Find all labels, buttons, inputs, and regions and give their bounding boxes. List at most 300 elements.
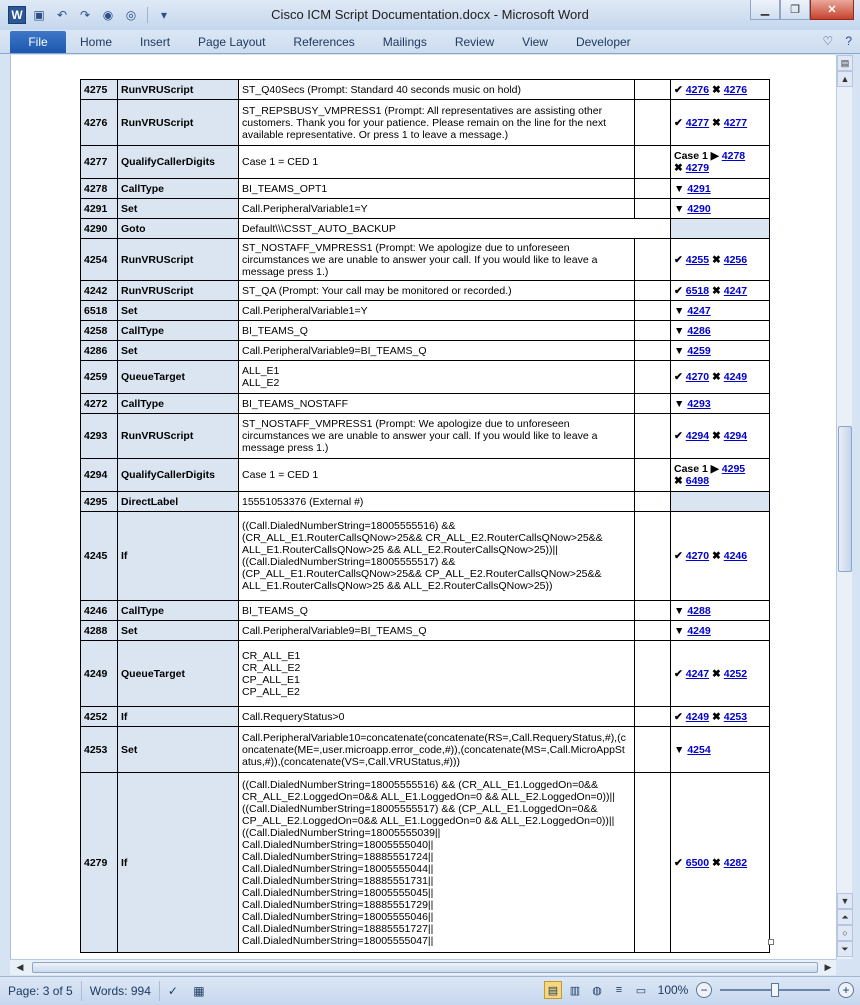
table-row (81, 727, 770, 773)
zoom-in-icon[interactable]: + (838, 982, 854, 998)
detail-line: Call.DialedNumberString=18885551727|| (242, 922, 434, 935)
node-type: Set (118, 341, 239, 361)
ribbon-tabs (0, 30, 860, 54)
detail-line: BI_TEAMS_Q (242, 604, 308, 617)
next-nodes (671, 641, 770, 707)
ruler-toggle-icon[interactable]: ▤ (837, 55, 853, 71)
node-link[interactable]: 4256 (723, 253, 748, 266)
outline-view-icon[interactable]: ≡ (615, 984, 623, 996)
node-link[interactable]: 4276 (685, 83, 710, 96)
node-link[interactable]: 4270 (685, 550, 710, 562)
node-detail (239, 341, 635, 361)
quick-print-icon[interactable]: ◎ (125, 8, 137, 22)
tab-page-layout[interactable]: Page Layout (198, 35, 266, 49)
node-type: Set (118, 199, 239, 219)
node-detail (239, 727, 635, 773)
node-id: 4286 (81, 341, 118, 361)
node-link[interactable]: 4249 (687, 624, 711, 637)
node-type: CallType (118, 321, 239, 341)
detail-line: Call.PeripheralVariable1=Y (242, 202, 368, 215)
next-line (674, 162, 766, 174)
detail-line: BI_TEAMS_OPT1 (242, 182, 328, 195)
node-link[interactable]: 4247 (685, 667, 710, 680)
tab-home[interactable]: Home (80, 35, 113, 49)
table-row (81, 321, 770, 341)
next-nodes (671, 621, 770, 641)
node-link[interactable]: 4277 (685, 116, 710, 129)
redo-icon[interactable]: ↷ (79, 8, 91, 22)
spacer-cell (635, 773, 671, 953)
next-line (674, 150, 766, 162)
detail-line: ((Call.DialedNumberString=18005555516) && (242, 520, 456, 532)
table-row (81, 601, 770, 621)
node-id: 4272 (81, 394, 118, 414)
full-screen-reading-view-icon[interactable]: ▥ (569, 984, 581, 997)
node-link[interactable]: 4295 (721, 463, 746, 475)
success-check-icon: ✔ (674, 430, 683, 442)
node-id: 4275 (81, 80, 118, 100)
spacer-cell (635, 394, 671, 414)
next-nodes (671, 321, 770, 341)
table-row (81, 492, 770, 512)
tab-developer[interactable]: Developer (575, 35, 631, 49)
failure-x-icon: ✖ (674, 475, 683, 487)
spacer-cell (635, 301, 671, 321)
node-link[interactable]: 4293 (687, 397, 711, 410)
success-check-icon: ✔ (674, 253, 683, 266)
node-link[interactable]: 4259 (687, 344, 711, 357)
next-arrow-icon: ▼ (674, 202, 685, 215)
node-link[interactable]: 4288 (687, 604, 711, 617)
node-detail (239, 321, 635, 341)
next-nodes (671, 773, 770, 953)
node-id: 4279 (81, 773, 118, 953)
spacer-cell (635, 601, 671, 621)
next-nodes (671, 459, 770, 492)
success-check-icon: ✔ (674, 856, 683, 869)
detail-line: ST_QA (Prompt: Your call may be monitored or recorded.) (242, 284, 512, 297)
node-type: RunVRUScript (118, 100, 239, 146)
node-id: 6518 (81, 301, 118, 321)
node-link[interactable]: 4247 (687, 304, 711, 317)
table-row (81, 707, 770, 727)
zoom-slider[interactable] (720, 989, 830, 991)
node-type: RunVRUScript (118, 281, 239, 301)
table-row (81, 414, 770, 459)
minimize-ribbon-icon[interactable]: ♡ (822, 34, 834, 48)
detail-line: CP_ALL_E2 (242, 685, 300, 698)
detail-line: Case 1 = CED 1 (242, 469, 319, 481)
script-table (80, 79, 770, 953)
word-app-icon[interactable]: W (8, 6, 26, 24)
detail-line: Call.DialedNumberString=18005555040|| (242, 838, 434, 851)
next-nodes (671, 361, 770, 394)
next-nodes (671, 239, 770, 281)
node-link[interactable]: 4249 (723, 371, 748, 383)
node-id: 4278 (81, 179, 118, 199)
node-type: If (118, 773, 239, 953)
next-nodes (671, 414, 770, 459)
toolbar-divider (147, 7, 148, 23)
failure-x-icon: ✖ (712, 253, 721, 266)
node-type: QualifyCallerDigits (118, 146, 239, 179)
close-button[interactable]: ✕ (810, 0, 854, 20)
next-arrow-icon: ▼ (674, 397, 685, 410)
table-row (81, 301, 770, 321)
node-detail (239, 239, 635, 281)
undo-icon[interactable]: ↶ (56, 8, 68, 22)
node-link[interactable]: 4291 (687, 182, 711, 195)
detail-line: Default\\\CSST_AUTO_BACKUP (242, 222, 396, 235)
quick-access-toolbar (0, 0, 174, 30)
next-arrow-icon: ▼ (674, 604, 685, 617)
node-id: 4293 (81, 414, 118, 459)
node-detail (239, 773, 635, 953)
node-id: 4252 (81, 707, 118, 727)
node-link[interactable]: 4246 (723, 550, 748, 562)
table-row (81, 80, 770, 100)
window-controls (750, 0, 854, 20)
next-arrow-icon: ▼ (674, 324, 685, 337)
detail-line: (CP_ALL_E1.RouterCallsQNow>25&& CP_ALL_E2.RouterCallsQNow>25&& (242, 568, 602, 580)
detail-line: (CR_ALL_E1.RouterCallsQNow>25&& CR_ALL_E2.RouterCallsQNow>25&& (242, 532, 603, 544)
node-link[interactable]: 6498 (685, 475, 710, 487)
detail-line: oncatenate(ME=,user.microapp.error_code,#)),(concatenate(MS=,Call.MicroAppSt (242, 743, 625, 756)
scroll-down-icon[interactable]: ▼ (837, 893, 853, 909)
node-id: 4290 (81, 219, 118, 239)
node-id: 4288 (81, 621, 118, 641)
next-page-icon[interactable]: ⏷ (837, 941, 853, 957)
node-detail (239, 219, 671, 239)
table-row (81, 281, 770, 301)
detail-line: Call.DialedNumberString=18885551724|| (242, 850, 434, 863)
spacer-cell (635, 100, 671, 146)
detail-line: CR_ALL_E2.LoggedOn=0&& ALL_E1.LoggedOn=0 && ALL_E2.LoggedOn=0))|| (242, 790, 615, 803)
next-nodes (671, 146, 770, 179)
next-arrow-icon: ▼ (674, 344, 685, 357)
node-detail (239, 621, 635, 641)
spacer-cell (635, 621, 671, 641)
node-id: 4254 (81, 239, 118, 281)
detail-line: CR_ALL_E2 (242, 661, 301, 674)
detail-line: ALL_E1.RouterCallsQNow>25 && ALL_E2.RouterCallsQNow>25))|| (242, 544, 558, 556)
detail-line: Call.DialedNumberString=18885551729|| (242, 898, 434, 911)
node-detail (239, 641, 635, 707)
scroll-right-icon[interactable]: ▶ (824, 962, 832, 972)
spacer-cell (635, 179, 671, 199)
detail-line: CP_ALL_E1 (242, 673, 300, 686)
scroll-up-icon[interactable]: ▲ (837, 71, 853, 87)
failure-x-icon: ✖ (712, 83, 721, 96)
node-link[interactable]: 4255 (685, 253, 710, 266)
tab-file[interactable]: File (10, 31, 66, 53)
next-nodes (671, 492, 770, 512)
node-type: RunVRUScript (118, 239, 239, 281)
detail-line: Case 1 = CED 1 (242, 156, 319, 168)
save-icon[interactable]: ▣ (33, 8, 45, 22)
detail-line: ((Call.DialedNumberString=18005555517) && (242, 556, 456, 568)
spacer-cell (635, 199, 671, 219)
node-detail (239, 707, 635, 727)
previous-page-icon[interactable]: ⏶ (837, 909, 853, 925)
zoom-slider-thumb[interactable] (771, 983, 779, 997)
status-bar (0, 976, 860, 1005)
node-detail (239, 414, 635, 459)
node-link[interactable]: 4290 (687, 202, 711, 215)
case-label: Case 1 ▶ (674, 150, 719, 162)
detail-line: Call.PeripheralVariable10=concatenate(concatenate(RS=,Call.RequeryStatus,#),(c (242, 731, 626, 744)
node-link[interactable]: 4277 (723, 116, 748, 129)
detail-line: Call.PeripheralVariable9=BI_TEAMS_Q (242, 344, 427, 357)
success-check-icon: ✔ (674, 116, 683, 129)
node-detail (239, 601, 635, 621)
detail-line: ST_NOSTAFF_VMPRESS1 (Prompt: We apologize due to unforeseen circumstances we are unable to answer your call. If you would like to leave a message press 1.) (242, 241, 598, 278)
node-type: Set (118, 727, 239, 773)
node-link[interactable]: 6500 (685, 856, 710, 869)
horizontal-scroll-thumb[interactable] (32, 962, 818, 973)
failure-x-icon: ✖ (712, 856, 721, 869)
table-row (81, 219, 770, 239)
spacer-cell (635, 361, 671, 394)
node-type: RunVRUScript (118, 80, 239, 100)
node-detail (239, 146, 635, 179)
node-link[interactable]: 4279 (685, 162, 710, 174)
node-id: 4295 (81, 492, 118, 512)
table-row (81, 361, 770, 394)
next-nodes (671, 100, 770, 146)
vertical-scroll-thumb[interactable] (838, 426, 852, 572)
tab-view[interactable]: View (522, 35, 548, 49)
spacer-cell (635, 414, 671, 459)
next-nodes (671, 341, 770, 361)
failure-x-icon: ✖ (712, 667, 721, 680)
web-layout-view-icon[interactable]: ◍ (592, 984, 602, 997)
next-arrow-icon: ▼ (674, 743, 685, 756)
detail-line: Call.DialedNumberString=18005555045|| (242, 886, 434, 899)
node-link[interactable]: 4252 (723, 667, 748, 680)
detail-line: Call.DialedNumberString=18005555046|| (242, 910, 434, 923)
next-nodes (671, 301, 770, 321)
detail-line: Call.DialedNumberString=18005555044|| (242, 862, 434, 875)
node-link[interactable]: 4276 (723, 83, 748, 96)
maximize-button[interactable]: ❐ (780, 0, 810, 20)
success-check-icon: ✔ (674, 550, 683, 562)
node-type: CallType (118, 601, 239, 621)
node-link[interactable]: 6518 (685, 284, 710, 297)
success-check-icon: ✔ (674, 284, 683, 297)
next-nodes (671, 179, 770, 199)
node-id: 4253 (81, 727, 118, 773)
tab-review[interactable]: Review (454, 35, 495, 49)
spacer-cell (635, 459, 671, 492)
spacer-cell (635, 727, 671, 773)
success-check-icon: ✔ (674, 83, 683, 96)
node-type: If (118, 512, 239, 601)
table-row (81, 199, 770, 219)
failure-x-icon: ✖ (712, 116, 721, 129)
spacer-cell (635, 80, 671, 100)
node-link[interactable]: 4294 (685, 430, 710, 442)
node-link[interactable]: 4278 (721, 150, 746, 162)
node-type: Goto (118, 219, 239, 239)
node-id: 4246 (81, 601, 118, 621)
spacer-cell (635, 341, 671, 361)
node-detail (239, 100, 635, 146)
failure-x-icon: ✖ (712, 710, 721, 723)
table-row (81, 100, 770, 146)
next-nodes (671, 394, 770, 414)
tab-mailings[interactable]: Mailings (382, 35, 427, 49)
table-row (81, 773, 770, 953)
page-indicator[interactable]: Page: 3 of 5 (0, 981, 82, 1001)
word-count[interactable]: Words: 994 (82, 981, 160, 1001)
node-detail (239, 361, 635, 394)
customize-toolbar-icon[interactable]: ▾ (160, 8, 168, 22)
node-link[interactable]: 4249 (685, 710, 710, 723)
node-detail (239, 179, 635, 199)
node-link[interactable]: 4294 (723, 430, 748, 442)
zoom-level[interactable]: 100% (657, 983, 689, 997)
detail-line: ALL_E1 (242, 365, 280, 377)
detail-line: Call.DialedNumberString=18885551731|| (242, 874, 434, 887)
node-type: Set (118, 301, 239, 321)
next-nodes (671, 80, 770, 100)
node-link[interactable]: 4286 (687, 324, 711, 337)
next-nodes (671, 707, 770, 727)
detail-line: BI_TEAMS_NOSTAFF (242, 397, 348, 410)
next-nodes (671, 727, 770, 773)
detail-line: Call.PeripheralVariable9=BI_TEAMS_Q (242, 624, 427, 637)
title-bar (0, 0, 860, 30)
select-browse-object-icon[interactable]: ○ (837, 925, 853, 941)
node-type: CallType (118, 394, 239, 414)
detail-line: 15551053376 (External #) (242, 495, 364, 508)
node-id: 4249 (81, 641, 118, 707)
node-detail (239, 80, 635, 100)
next-line (674, 463, 766, 475)
ribbon-right-controls (823, 34, 852, 48)
node-link[interactable]: 4270 (685, 371, 710, 383)
print-preview-icon[interactable]: ◉ (102, 8, 114, 22)
spacer-cell (635, 707, 671, 727)
tab-insert[interactable]: Insert (140, 35, 171, 49)
node-link[interactable]: 4282 (723, 856, 748, 869)
next-nodes (671, 219, 770, 239)
table-row (81, 394, 770, 414)
help-icon[interactable]: ? (845, 34, 852, 48)
draft-view-icon[interactable]: ▭ (635, 984, 647, 997)
spacer-cell (635, 512, 671, 601)
document-area[interactable] (10, 55, 836, 959)
spacer-cell (635, 492, 671, 512)
node-id: 4242 (81, 281, 118, 301)
failure-x-icon: ✖ (712, 430, 721, 442)
node-id: 4291 (81, 199, 118, 219)
node-type: CallType (118, 179, 239, 199)
table-row (81, 239, 770, 281)
window-title: Cisco ICM Script Documentation.docx - Microsoft Word (271, 7, 589, 22)
failure-x-icon: ✖ (712, 371, 721, 383)
detail-line: ((Call.DialedNumberString=18005555516) && (CR_ALL_E1.LoggedOn=0&& (242, 778, 599, 791)
detail-line: CR_ALL_E1 (242, 649, 301, 662)
node-id: 4276 (81, 100, 118, 146)
zoom-out-icon[interactable]: − (696, 982, 712, 998)
tab-references[interactable]: References (293, 35, 355, 49)
macro-record-icon[interactable]: ▦ (193, 984, 205, 998)
node-detail (239, 301, 635, 321)
vertical-scrollbar[interactable] (836, 55, 852, 959)
success-check-icon: ✔ (674, 371, 683, 383)
next-arrow-icon: ▼ (674, 304, 685, 317)
node-type: RunVRUScript (118, 414, 239, 459)
spacer-cell (635, 321, 671, 341)
detail-line: ST_Q40Secs (Prompt: Standard 40 seconds music on hold) (242, 83, 521, 96)
node-type: QueueTarget (118, 361, 239, 394)
success-check-icon: ✔ (674, 667, 683, 680)
node-link[interactable]: 4247 (723, 284, 748, 297)
minimize-button[interactable]: ▁ (750, 0, 780, 20)
proofing-icon[interactable]: ✓ (167, 984, 178, 998)
next-nodes (671, 199, 770, 219)
detail-line: atus,#)),(concatenate(VS=,Call.VRUStatus,#))) (242, 755, 460, 768)
node-id: 4259 (81, 361, 118, 394)
node-type: Set (118, 621, 239, 641)
spacer-cell (635, 239, 671, 281)
node-id: 4277 (81, 146, 118, 179)
scroll-left-icon[interactable]: ◀ (16, 962, 24, 972)
node-detail (239, 281, 635, 301)
detail-line: ALL_E1.RouterCallsQNow>25 && ALL_E2.RouterCallsQNow>25)) (242, 580, 553, 592)
node-detail (239, 492, 635, 512)
table-resize-handle[interactable] (768, 939, 774, 945)
print-layout-view-icon[interactable]: ▤ (544, 981, 562, 999)
node-link[interactable]: 4253 (723, 710, 748, 723)
failure-x-icon: ✖ (712, 284, 721, 297)
node-detail (239, 394, 635, 414)
failure-x-icon: ✖ (674, 162, 683, 174)
node-type: DirectLabel (118, 492, 239, 512)
next-nodes (671, 601, 770, 621)
node-id: 4294 (81, 459, 118, 492)
view-zoom-controls (544, 981, 854, 999)
node-type: QualifyCallerDigits (118, 459, 239, 492)
spacer-cell (635, 281, 671, 301)
node-link[interactable]: 4254 (687, 743, 711, 756)
table-row (81, 512, 770, 601)
detail-line: BI_TEAMS_Q (242, 324, 308, 337)
table-row (81, 459, 770, 492)
next-arrow-icon: ▼ (674, 624, 685, 637)
detail-line: ST_REPSBUSY_VMPRESS1 (Prompt: All representatives are assisting other customers. Thank you for your patience. Please remain on the line for the next available representative. Or press 1 to leave a message.) (242, 104, 607, 141)
table-row (81, 341, 770, 361)
next-nodes (671, 512, 770, 601)
next-arrow-icon: ▼ (674, 182, 685, 195)
node-detail (239, 459, 635, 492)
node-id: 4245 (81, 512, 118, 601)
detail-line: ST_NOSTAFF_VMPRESS1 (Prompt: We apologize due to unforeseen circumstances we are unable to answer your call. If you would like to leave a message press 1.) (242, 418, 598, 454)
case-label: Case 1 ▶ (674, 463, 719, 475)
next-line (674, 475, 766, 487)
node-type: If (118, 707, 239, 727)
spacer-cell (635, 641, 671, 707)
horizontal-scrollbar[interactable] (10, 959, 836, 975)
detail-line: Call.PeripheralVariable1=Y (242, 304, 368, 317)
detail-line: ALL_E2 (242, 377, 280, 389)
detail-line: ((Call.DialedNumberString=18005555039|| (242, 826, 441, 839)
detail-line: ((Call.DialedNumberString=18005555517) && (CP_ALL_E1.LoggedOn=0&& (242, 802, 598, 815)
detail-line: CP_ALL_E2.LoggedOn=0&& ALL_E1.LoggedOn=0 && ALL_E2.LoggedOn=0))|| (242, 814, 615, 827)
detail-line: Call.RequeryStatus>0 (242, 710, 345, 723)
